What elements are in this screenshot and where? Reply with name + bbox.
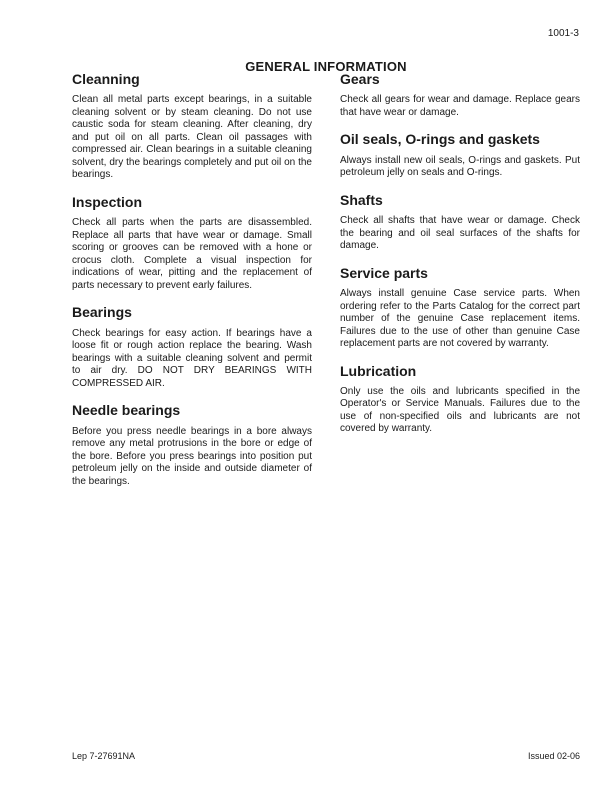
two-column-layout bbox=[72, 72, 580, 492]
section-body: Check all parts when the parts are disassembled. Replace all parts that have wear or damage. Small scoring or grooves can be removed with a hone or crocus cloth. Complete a visual inspection for indications of wear, pitting and the replacement of parts necessary to prevent early failures. bbox=[72, 217, 312, 291]
section-heading: Shafts bbox=[340, 191, 383, 208]
section-heading: Service parts bbox=[340, 264, 428, 281]
section-body: Check all gears for wear and damage. Replace gears that have wear or damage. bbox=[340, 94, 580, 118]
section-needle-bearings bbox=[72, 403, 312, 488]
section-body: Clean all metal parts except bearings, in a suitable cleaning solvent or by steam cleaning. Do not use caustic soda for steam cleaning. After cleaning, dry and put oil on all parts. Clean oil passages with compressed air. Clean bearings in a suitable cleaning solvent, dry the bearings completely and put oil on the bearings. bbox=[72, 94, 312, 181]
section-body: Always install new oil seals, O-rings and gaskets. Put petroleum jelly on seals and O-rings. bbox=[340, 154, 580, 179]
section-oil-seals-orings-gaskets bbox=[340, 132, 580, 179]
section-lubrication bbox=[340, 364, 580, 436]
page-footer bbox=[72, 751, 580, 761]
section-heading: Gears bbox=[340, 71, 380, 87]
section-inspection bbox=[72, 195, 312, 292]
section-shafts bbox=[340, 193, 580, 253]
right-column bbox=[340, 72, 580, 492]
section-service-parts bbox=[340, 266, 580, 351]
section-heading: Inspection bbox=[72, 193, 143, 210]
page-number: 1001-3 bbox=[547, 28, 579, 39]
section-heading: Oil seals, O-rings and gaskets bbox=[340, 131, 540, 148]
section-gears bbox=[340, 72, 580, 119]
section-body: Always install genuine Case service parts. When ordering refer to the Parts Catalog for the correct part number of the genuine Case replacement items. Failures due to the use of other than genuine Case replacement parts are not covered by warranty. bbox=[340, 288, 580, 350]
section-heading: Cleanning bbox=[72, 71, 140, 87]
section-heading: Bearings bbox=[72, 304, 132, 321]
footer-issue-date: Issued 02-06 bbox=[527, 751, 580, 761]
section-bearings bbox=[72, 305, 312, 390]
section-body: Before you press needle bearings in a bore always remove any metal protrusions in the bore or edge of the bore. Before you press bearings into position put petroleum jelly on the inside and outside diameter of the bearings. bbox=[72, 425, 312, 487]
section-heading: Needle bearings bbox=[72, 402, 181, 419]
footer-document-code: Lep 7-27691NA bbox=[72, 751, 136, 761]
left-column bbox=[72, 72, 312, 492]
section-body: Check bearings for easy action. If bearings have a loose fit or rough action replace the bearing. Wash bearings with a suitable cleaning solvent and permit to air dry. DO NOT DRY BEARINGS WITH COMPRESSED AIR. bbox=[72, 327, 312, 389]
page-title: GENERAL INFORMATION bbox=[245, 58, 407, 74]
section-heading: Lubrication bbox=[340, 362, 417, 379]
section-body: Check all shafts that have wear or damage. Check the bearing and oil seal surfaces of the shafts for damage. bbox=[340, 215, 580, 252]
section-body: Only use the oils and lubricants specified in the Operator's or Service Manuals. Failures due to the use of non-specified oils and lubricants are not covered by warranty. bbox=[340, 385, 580, 435]
section-cleanning bbox=[72, 72, 312, 182]
